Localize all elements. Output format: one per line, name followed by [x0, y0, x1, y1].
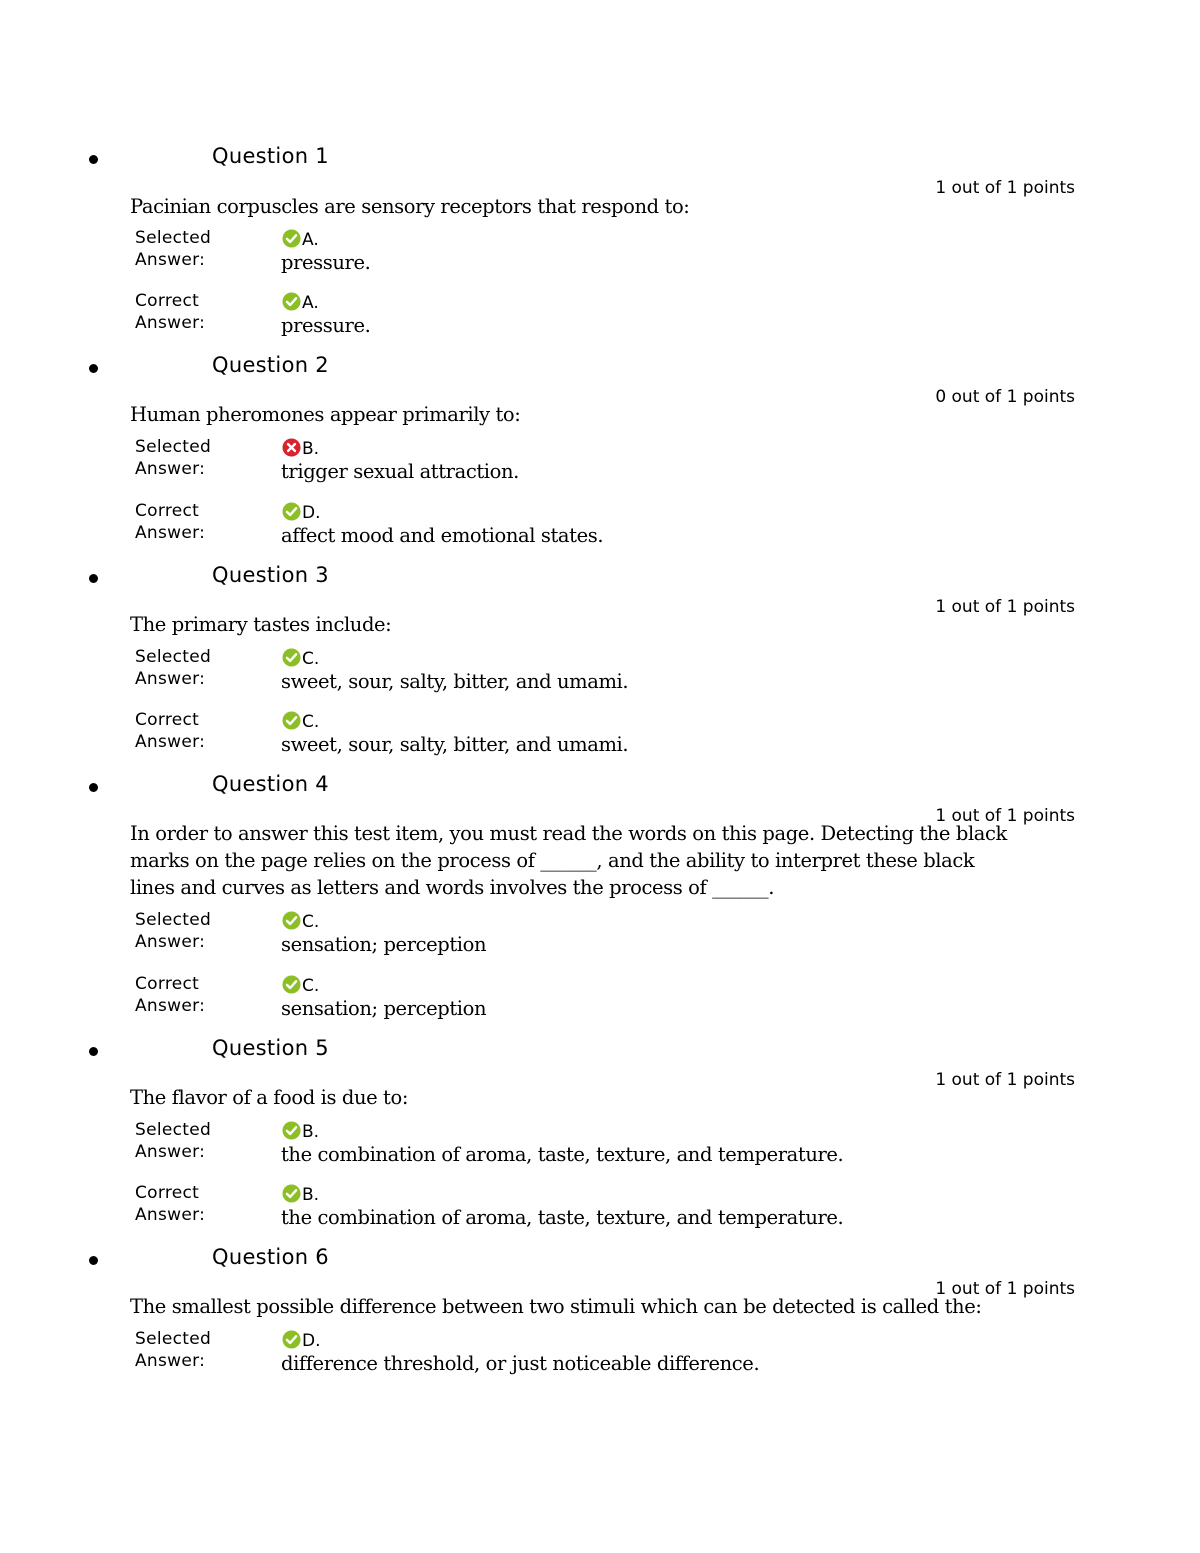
answer-text: sensation; perception [281, 997, 487, 1020]
selected-answer [0, 909, 1200, 969]
answer-text: sensation; perception [281, 933, 487, 956]
cross-icon [282, 438, 301, 457]
answer-letter: C. [302, 976, 320, 996]
question-text: In order to answer this test item, you must read the words on this page. Detecting the black marks on the page relies on the process of ______, and the ability to interpret these black lines and curves as letters and words involves the process of ______. [130, 822, 1007, 899]
bullet-icon [89, 574, 98, 583]
correct-answer-label: Correct Answer: [135, 710, 206, 752]
bullet-icon [89, 1047, 98, 1056]
answer-letter: D. [302, 1331, 321, 1351]
points-label: 0 out of 1 points [935, 387, 1075, 407]
correct-answer [0, 709, 1200, 769]
points-label: 1 out of 1 points [935, 806, 1075, 826]
bullet-icon [89, 155, 98, 164]
selected-answer-label: Selected Answer: [135, 1329, 212, 1371]
answer-letter: C. [302, 912, 320, 932]
bullet-icon [89, 783, 98, 792]
answer-letter: C. [302, 712, 320, 732]
check-icon [282, 711, 301, 730]
check-icon [282, 1184, 301, 1203]
answer-text: difference threshold, or just noticeable difference. [281, 1352, 760, 1375]
answer-text: the combination of aroma, taste, texture, and temperature. [281, 1206, 844, 1229]
selected-answer [0, 1119, 1200, 1179]
answer-letter: A. [302, 293, 319, 313]
correct-answer [0, 500, 1200, 560]
selected-answer [0, 1328, 1200, 1388]
check-icon [282, 911, 301, 930]
check-icon [282, 648, 301, 667]
answer-text: affect mood and emotional states. [281, 524, 604, 547]
answer-letter: B. [302, 1122, 320, 1142]
correct-answer [0, 290, 1200, 350]
correct-answer-label: Correct Answer: [135, 1183, 206, 1225]
answer-letter: C. [302, 649, 320, 669]
selected-answer-label: Selected Answer: [135, 437, 212, 479]
answer-text: trigger sexual attraction. [281, 460, 519, 483]
question-title: Question 6 [212, 1245, 329, 1269]
check-icon [282, 229, 301, 248]
question-text: The primary tastes include: [130, 613, 392, 636]
question-title: Question 4 [212, 772, 329, 796]
selected-answer-label: Selected Answer: [135, 228, 212, 270]
answer-text: pressure. [281, 251, 371, 274]
question-text: Human pheromones appear primarily to: [130, 403, 521, 426]
question-text: The smallest possible difference between two stimuli which can be detected is called the: [130, 1295, 982, 1318]
correct-answer-label: Correct Answer: [135, 501, 206, 543]
selected-answer-label: Selected Answer: [135, 1120, 212, 1162]
points-label: 1 out of 1 points [935, 597, 1075, 617]
answer-letter: D. [302, 503, 321, 523]
correct-answer-label: Correct Answer: [135, 291, 206, 333]
question-title: Question 2 [212, 353, 329, 377]
question-title: Question 1 [212, 144, 329, 168]
check-icon [282, 1121, 301, 1140]
question-title: Question 5 [212, 1036, 329, 1060]
points-label: 1 out of 1 points [935, 1279, 1075, 1299]
bullet-icon [89, 1256, 98, 1265]
question-title: Question 3 [212, 563, 329, 587]
answer-letter: A. [302, 230, 319, 250]
correct-answer [0, 973, 1200, 1033]
correct-answer-label: Correct Answer: [135, 974, 206, 1016]
selected-answer [0, 227, 1200, 287]
correct-answer [0, 1182, 1200, 1242]
selected-answer-label: Selected Answer: [135, 910, 212, 952]
check-icon [282, 975, 301, 994]
points-label: 1 out of 1 points [935, 1070, 1075, 1090]
answer-text: sweet, sour, salty, bitter, and umami. [281, 733, 629, 756]
points-label: 1 out of 1 points [935, 178, 1075, 198]
answer-text: pressure. [281, 314, 371, 337]
check-icon [282, 502, 301, 521]
check-icon [282, 1330, 301, 1349]
answer-text: sweet, sour, salty, bitter, and umami. [281, 670, 629, 693]
bullet-icon [89, 364, 98, 373]
question-text: Pacinian corpuscles are sensory receptors that respond to: [130, 195, 690, 218]
answer-letter: B. [302, 1185, 320, 1205]
answer-text: the combination of aroma, taste, texture, and temperature. [281, 1143, 844, 1166]
check-icon [282, 292, 301, 311]
selected-answer [0, 646, 1200, 706]
selected-answer-label: Selected Answer: [135, 647, 212, 689]
answer-letter: B. [302, 439, 320, 459]
selected-answer [0, 436, 1200, 496]
question-text: The flavor of a food is due to: [130, 1086, 408, 1109]
